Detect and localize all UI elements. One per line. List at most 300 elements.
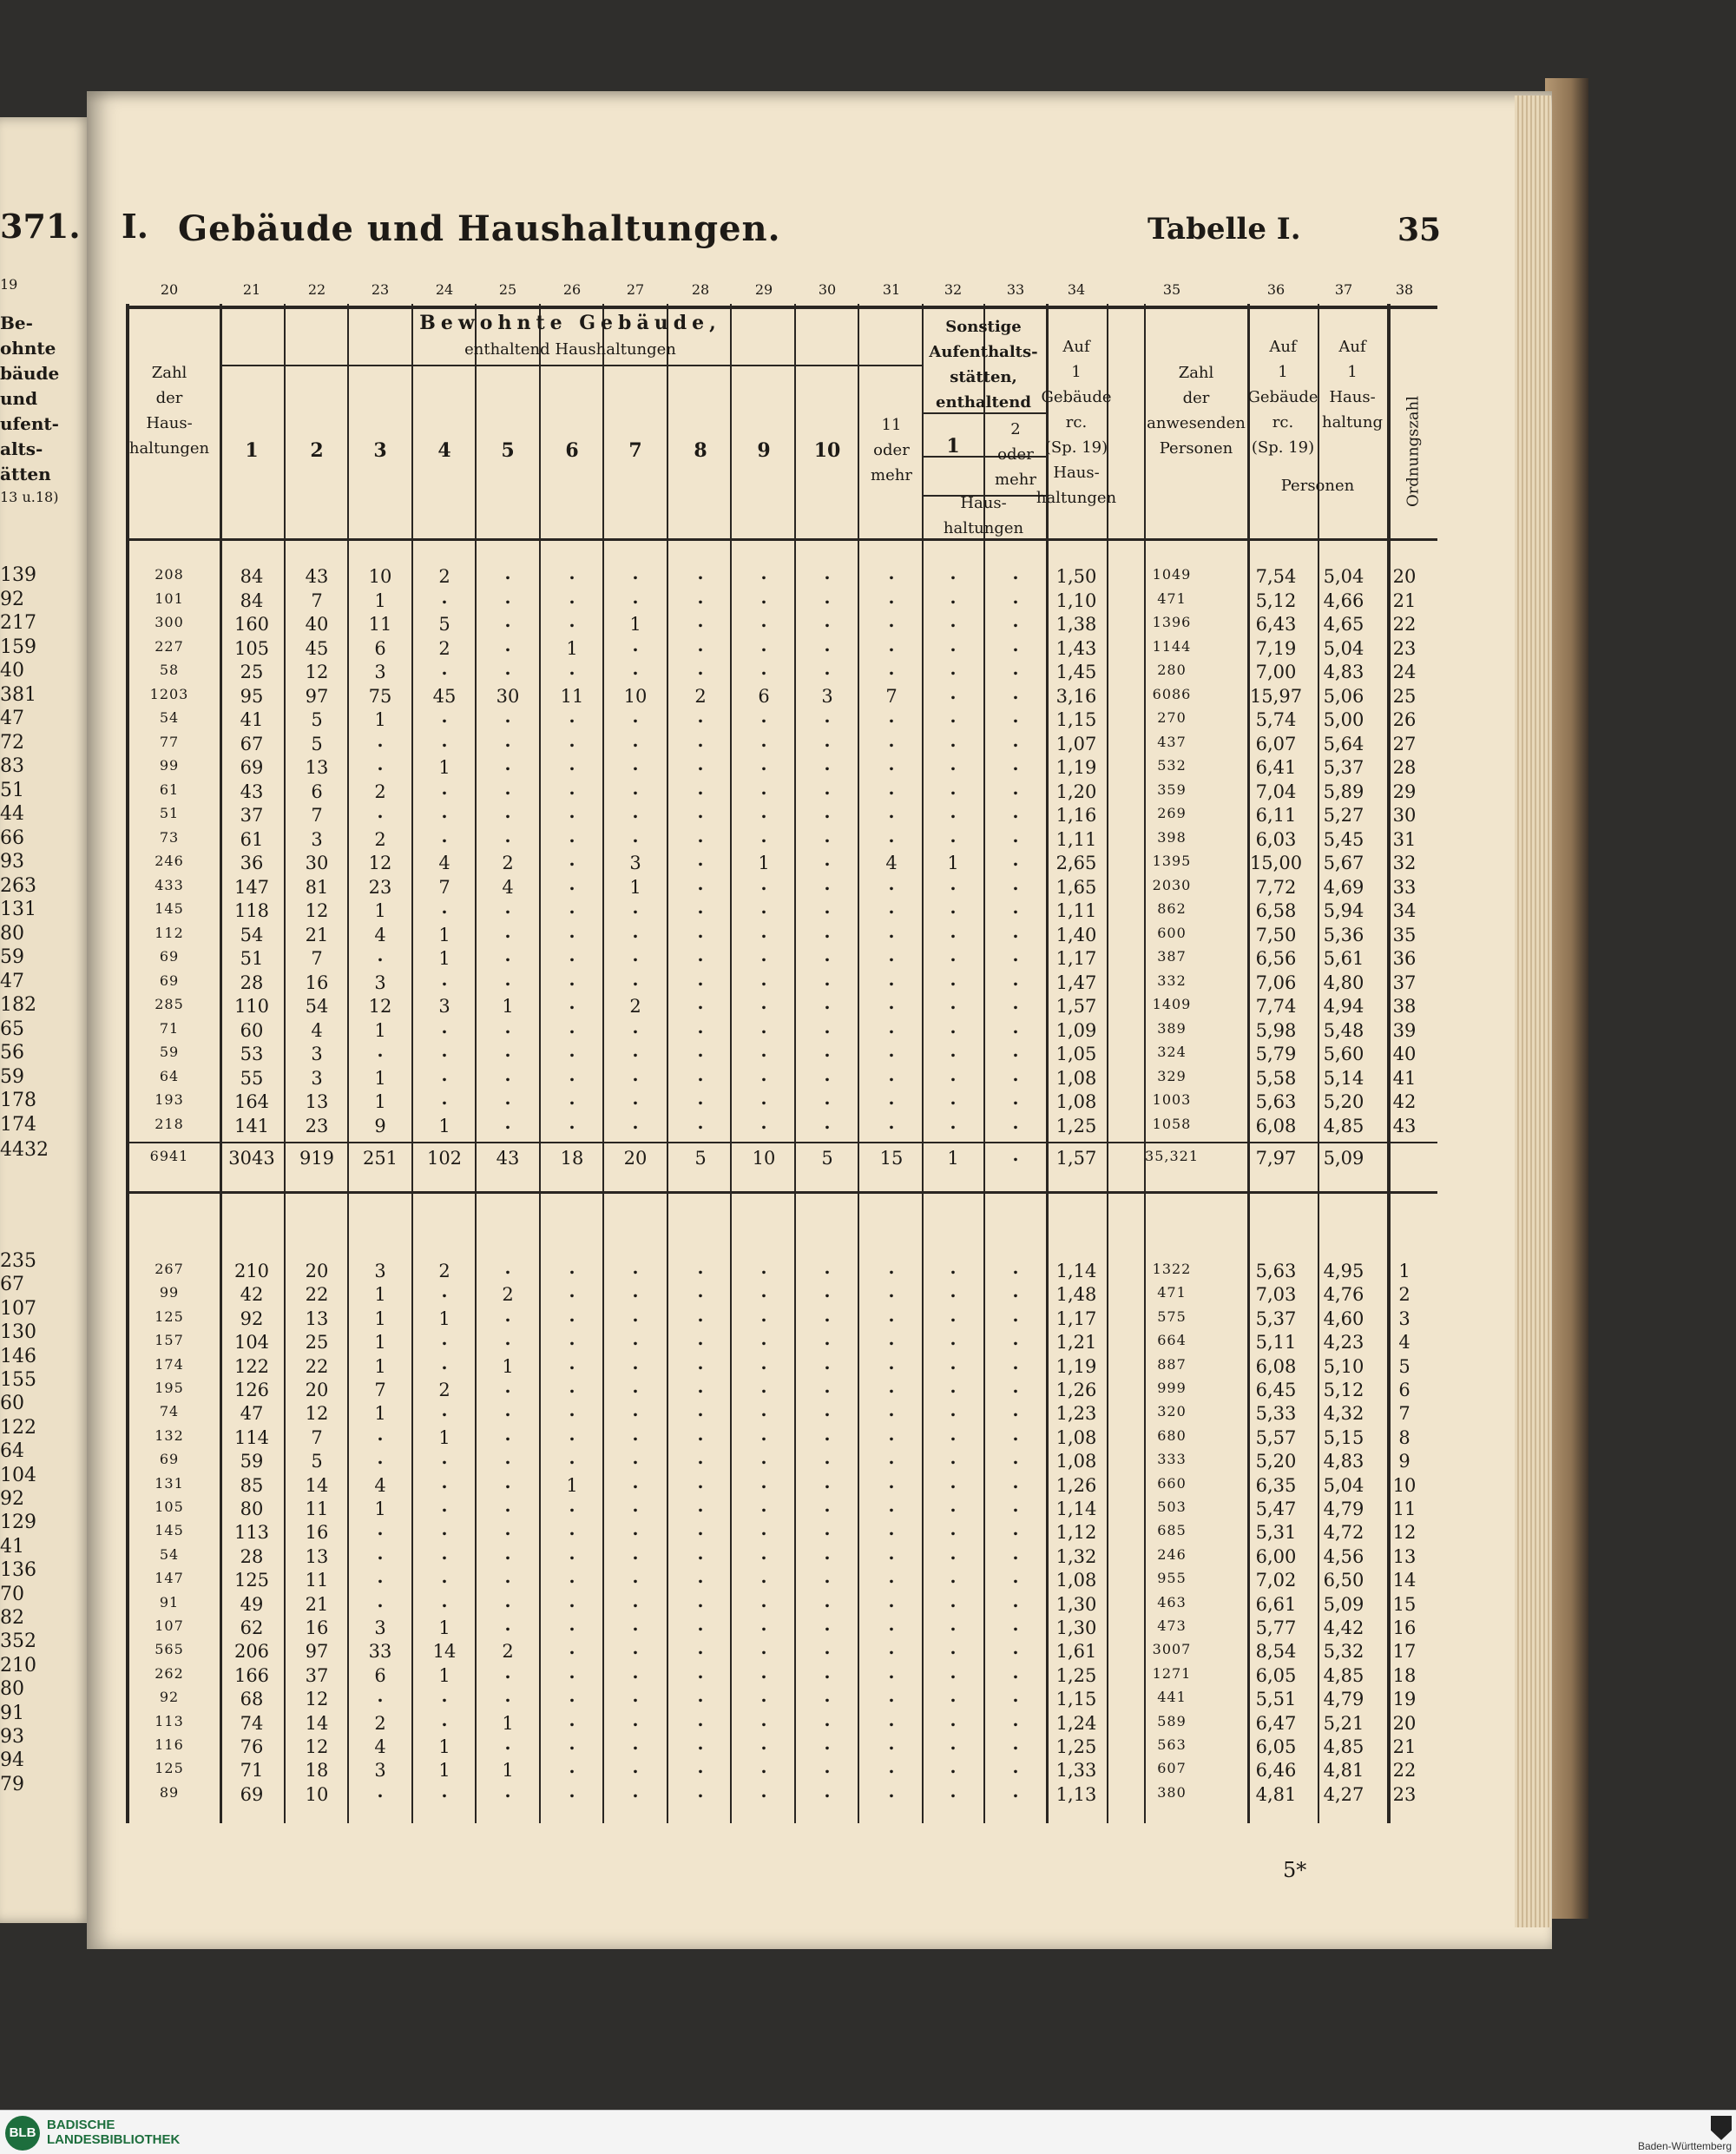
row-b-cell: .	[504, 1471, 511, 1492]
row-b-cell: 42	[240, 1284, 264, 1306]
row-b-cell: 5,09	[1323, 1593, 1364, 1615]
row-b-cell: .	[888, 1756, 895, 1778]
row-a-cell: 1,43	[1055, 637, 1097, 659]
row-b-cell: .	[569, 1495, 575, 1516]
row-b-cell: 2	[502, 1284, 514, 1306]
row-a-cell: 5,12	[1255, 590, 1297, 611]
row-a-cell: .	[888, 777, 895, 799]
row-b-cell: .	[697, 1614, 704, 1635]
row-b-cell: 4,81	[1323, 1760, 1364, 1782]
header-sonstige-line: Sonstige	[945, 318, 1022, 336]
row-b-cell: .	[441, 1281, 448, 1302]
row-b-cell: .	[824, 1756, 831, 1778]
row-a-cell: .	[950, 801, 957, 822]
header-col-c36	[1247, 334, 1318, 460]
row-b-cell: 113	[155, 1712, 184, 1729]
row-a-cell: .	[569, 706, 575, 727]
row-a-cell: 5,98	[1255, 1019, 1297, 1041]
row-a-cell: .	[504, 920, 511, 942]
row-a-cell: .	[760, 1064, 767, 1085]
row-a-cell: 1,07	[1055, 733, 1097, 754]
row-a-cell: .	[888, 586, 895, 608]
row-b-cell: .	[888, 1637, 895, 1659]
column-number: 34	[1067, 281, 1086, 298]
row-a-cell: .	[377, 1040, 384, 1061]
row-b-cell: 1	[374, 1308, 386, 1329]
row-b-cell: .	[632, 1614, 639, 1635]
row-b-cell: .	[504, 1518, 511, 1540]
row-a-cell: 1,05	[1055, 1044, 1097, 1064]
row-b-cell: .	[760, 1637, 767, 1659]
row-a-cell: .	[888, 563, 895, 583]
header-col-c21	[245, 438, 258, 464]
row-b-cell: 5,47	[1255, 1499, 1297, 1519]
header-group-title-line: Bewohnte Gebäude,	[419, 312, 721, 334]
row-b-cell: 14	[1392, 1570, 1417, 1591]
row-b-cell: 10	[305, 1783, 329, 1805]
row-a-cell: 75	[368, 685, 392, 707]
row-a-cell: 34	[1392, 900, 1417, 921]
row-b-cell: 11	[305, 1570, 329, 1591]
row-a-cell: 3,16	[1055, 685, 1097, 707]
row-a-cell: 359	[1157, 781, 1187, 798]
row-a-cell: 387	[1157, 948, 1187, 965]
row-b-cell: 18	[1392, 1664, 1417, 1686]
row-a-cell: .	[697, 777, 704, 799]
row-a-cell: 69	[159, 948, 180, 965]
prev-value: 182	[0, 994, 36, 1016]
column-number: 21	[242, 281, 261, 298]
row-b-cell: 4,42	[1323, 1617, 1364, 1638]
column-divider	[1387, 304, 1391, 1823]
row-b-cell: 5,10	[1323, 1355, 1364, 1377]
row-a-cell: 4	[438, 853, 450, 873]
row-a-cell: .	[824, 586, 831, 608]
row-a-cell: 300	[155, 614, 184, 630]
header-year-fragment: 371.	[0, 207, 81, 246]
row-a-cell: 30	[496, 685, 520, 707]
row-a-cell: 2	[438, 566, 450, 587]
row-a-cell: .	[760, 825, 767, 846]
row-a-cell: .	[888, 610, 895, 631]
row-b-cell: 4	[374, 1474, 386, 1496]
row-b-cell: 8	[1398, 1426, 1410, 1448]
row-b-cell: 664	[1157, 1332, 1187, 1349]
row-a-cell: 54	[159, 709, 180, 726]
row-a-cell: .	[569, 992, 575, 1013]
column-number: 26	[562, 281, 582, 298]
row-a-cell: .	[1012, 1040, 1019, 1061]
row-a-cell: 1003	[1152, 1091, 1192, 1108]
column-divider	[922, 304, 924, 1823]
row-a-cell: 53	[240, 1044, 264, 1064]
header-col-c37-line: 1	[1347, 363, 1358, 381]
row-b-cell: 17	[1392, 1641, 1417, 1663]
row-b-cell: .	[760, 1756, 767, 1778]
row-b-cell: 23	[1392, 1783, 1417, 1805]
total-row-cell: 251	[362, 1148, 398, 1169]
row-a-cell: .	[569, 825, 575, 846]
row-a-cell: 1	[438, 924, 450, 945]
prev-value: 41	[0, 1535, 24, 1558]
partner-logo	[1632, 2116, 1732, 2152]
row-b-cell: 4,76	[1323, 1284, 1364, 1306]
row-a-cell: 16	[305, 972, 329, 993]
row-b-cell: 565	[155, 1641, 184, 1658]
column-number: 38	[1395, 281, 1414, 298]
row-a-cell: .	[697, 706, 704, 727]
row-b-cell: .	[824, 1637, 831, 1659]
header-col-c30-line: 10	[813, 439, 841, 462]
library-name-line1: BADISCHE	[47, 2118, 115, 2132]
row-b-cell: .	[569, 1423, 575, 1445]
row-a-cell: .	[760, 1088, 767, 1109]
header-personen-line: Personen	[1280, 477, 1355, 495]
row-a-cell: .	[950, 920, 957, 942]
row-a-cell: .	[569, 920, 575, 942]
row-a-cell: .	[504, 1088, 511, 1109]
row-b-cell: .	[632, 1566, 639, 1588]
row-b-cell: 1,33	[1055, 1760, 1097, 1782]
header-households-line: Zahl	[151, 364, 187, 382]
row-b-cell: 59	[240, 1451, 264, 1472]
row-b-cell: .	[441, 1495, 448, 1516]
row-a-cell: .	[441, 706, 448, 727]
row-b-cell: .	[824, 1495, 831, 1516]
header-col-c35-line: Zahl	[1178, 364, 1214, 382]
row-a-cell: 1,15	[1055, 709, 1097, 730]
row-b-cell: .	[504, 1304, 511, 1326]
row-b-cell: .	[760, 1709, 767, 1730]
row-a-cell: 4,65	[1323, 614, 1364, 635]
row-a-cell: .	[1012, 563, 1019, 583]
row-b-cell: 5,31	[1255, 1522, 1297, 1544]
row-b-cell: .	[824, 1518, 831, 1540]
row-b-cell: .	[632, 1471, 639, 1492]
row-b-cell: .	[504, 1328, 511, 1350]
row-a-cell: .	[569, 729, 575, 751]
prev-value: 210	[0, 1654, 36, 1676]
header-sonstige-line: enthaltend	[936, 393, 1031, 412]
row-a-cell: 600	[1157, 924, 1187, 941]
library-name	[47, 2118, 180, 2147]
row-a-cell: 1	[374, 900, 386, 921]
row-a-cell: 112	[155, 924, 184, 941]
row-b-cell: .	[824, 1400, 831, 1421]
row-a-cell: .	[1012, 1016, 1019, 1037]
row-a-cell: 389	[1157, 1019, 1187, 1037]
row-b-cell: 8,54	[1255, 1641, 1297, 1663]
row-a-cell: .	[504, 1111, 511, 1133]
column-divider	[539, 304, 541, 1823]
row-b-cell: 4,23	[1323, 1332, 1364, 1354]
row-a-cell: 5,04	[1323, 566, 1364, 587]
row-b-cell: .	[569, 1518, 575, 1540]
row-b-cell: .	[1012, 1756, 1019, 1778]
header-col-c34-line: rc.	[1065, 413, 1088, 431]
header-col-c34-line: Haus-	[1053, 464, 1100, 482]
row-a-cell: .	[888, 634, 895, 655]
row-a-cell: 5	[311, 733, 323, 754]
row-b-cell: 74	[159, 1403, 180, 1420]
row-b-cell: .	[632, 1447, 639, 1469]
row-a-cell: 5,37	[1323, 757, 1364, 778]
row-a-cell: .	[569, 777, 575, 799]
row-b-cell: .	[504, 1257, 511, 1278]
row-a-cell: 64	[159, 1067, 180, 1084]
header-bottom-rule	[126, 538, 1437, 541]
row-b-cell: 97	[305, 1641, 329, 1663]
row-b-cell: .	[824, 1685, 831, 1707]
row-b-cell: .	[569, 1780, 575, 1802]
row-a-cell: .	[504, 801, 511, 822]
row-a-cell: .	[824, 1040, 831, 1061]
row-a-cell: .	[760, 873, 767, 894]
row-b-cell: .	[950, 1709, 957, 1730]
row-a-cell: 36	[1392, 948, 1417, 969]
row-a-cell: 6	[758, 685, 770, 707]
row-a-cell: .	[569, 968, 575, 990]
header-col-c23	[373, 438, 386, 464]
total-row-cell: 35,321	[1145, 1148, 1199, 1164]
row-b-cell: 16	[1392, 1617, 1417, 1638]
column-divider	[347, 304, 349, 1823]
row-b-cell: .	[950, 1733, 957, 1754]
row-b-cell: 999	[1157, 1380, 1187, 1396]
row-a-cell: .	[760, 945, 767, 965]
header-col-c22	[310, 438, 323, 464]
row-a-cell: .	[950, 873, 957, 894]
prev-head-line: ohnte	[0, 338, 56, 359]
row-b-cell: 12	[1392, 1522, 1417, 1544]
prev-value: 130	[0, 1321, 36, 1344]
row-b-cell: .	[504, 1566, 511, 1588]
row-b-cell: .	[824, 1376, 831, 1397]
prev-value: 80	[0, 922, 24, 945]
row-b-cell: .	[441, 1400, 448, 1421]
row-a-cell: 67	[240, 733, 264, 754]
row-b-cell: .	[504, 1614, 511, 1635]
row-a-cell: .	[760, 754, 767, 774]
row-a-cell: 160	[233, 614, 270, 635]
header-personen	[1281, 473, 1354, 498]
row-b-cell: .	[950, 1637, 957, 1659]
row-b-cell: 575	[1157, 1308, 1187, 1325]
row-b-cell: 6,61	[1255, 1593, 1297, 1615]
total-row-cell: 20	[623, 1148, 648, 1169]
header-col-c36-line: Gebäude	[1247, 388, 1318, 406]
row-a-cell: .	[441, 801, 448, 822]
row-b-cell: .	[632, 1685, 639, 1707]
row-b-cell: 6,08	[1255, 1355, 1297, 1377]
row-a-cell: .	[824, 610, 831, 631]
prev-value: 92	[0, 1488, 24, 1510]
row-b-cell: .	[569, 1590, 575, 1611]
row-b-cell: 125	[155, 1308, 184, 1325]
row-b-cell: 1	[502, 1760, 514, 1782]
row-b-cell: .	[569, 1661, 575, 1683]
row-b-cell: .	[569, 1542, 575, 1564]
row-b-cell: .	[824, 1661, 831, 1683]
header-group-subtitle	[464, 337, 676, 362]
column-number: 31	[882, 281, 901, 298]
row-a-cell: .	[632, 1016, 639, 1037]
row-b-cell: .	[950, 1566, 957, 1588]
row-b-cell: 1,30	[1055, 1593, 1097, 1615]
row-a-cell: .	[824, 801, 831, 822]
row-a-cell: .	[441, 897, 448, 918]
header-sonstige-line: Aufenthalts-	[929, 343, 1038, 361]
header-households-line: Haus-	[146, 414, 193, 432]
row-b-cell: .	[697, 1352, 704, 1373]
row-b-cell: .	[888, 1376, 895, 1397]
row-a-cell: 1	[374, 709, 386, 730]
column-number: 37	[1334, 281, 1353, 298]
row-a-cell: 7,50	[1255, 924, 1297, 945]
row-a-cell: .	[569, 658, 575, 679]
row-b-cell: 463	[1157, 1593, 1187, 1611]
row-a-cell: 164	[233, 1091, 270, 1112]
row-b-cell: .	[632, 1400, 639, 1421]
row-a-cell: .	[888, 992, 895, 1013]
row-a-cell: .	[824, 1111, 831, 1133]
row-b-cell: .	[632, 1257, 639, 1278]
row-b-cell: .	[888, 1423, 895, 1445]
header-col-c26	[565, 438, 578, 464]
row-b-cell: 1	[374, 1499, 386, 1519]
column-number: 35	[1162, 281, 1181, 298]
row-b-cell: 1,25	[1055, 1664, 1097, 1686]
row-a-cell: 2	[629, 996, 641, 1017]
header-col-c34-line: 1	[1071, 363, 1082, 381]
row-a-cell: 471	[1157, 590, 1187, 607]
row-a-cell: .	[697, 897, 704, 918]
row-a-cell: .	[824, 897, 831, 918]
row-a-cell: .	[824, 1064, 831, 1085]
row-b-cell: .	[441, 1518, 448, 1540]
row-a-cell: .	[632, 729, 639, 751]
header-col-c37	[1322, 334, 1383, 435]
row-a-cell: 1	[438, 757, 450, 778]
header-section: I.	[122, 207, 149, 246]
row-b-cell: 1,08	[1055, 1451, 1097, 1472]
row-b-cell: .	[760, 1518, 767, 1540]
row-b-cell: 4,85	[1323, 1664, 1364, 1686]
prev-value: 129	[0, 1512, 36, 1534]
row-b-cell: .	[950, 1304, 957, 1326]
row-b-cell: .	[632, 1423, 639, 1445]
row-b-cell: .	[888, 1328, 895, 1350]
row-a-cell: 5,60	[1323, 1044, 1364, 1064]
row-b-cell: .	[888, 1352, 895, 1373]
row-b-cell: .	[824, 1471, 831, 1492]
row-b-cell: .	[569, 1400, 575, 1421]
row-b-cell: .	[697, 1447, 704, 1469]
total-row-cell: 5,09	[1323, 1148, 1364, 1169]
row-a-cell: .	[1012, 801, 1019, 822]
row-b-cell: 11	[1392, 1499, 1417, 1519]
header-col-c37-line: Auf	[1338, 338, 1366, 356]
row-a-cell: .	[377, 754, 384, 774]
total-row-cell: .	[1012, 1144, 1019, 1165]
total-row-cell: 43	[496, 1148, 520, 1169]
column-divider	[1046, 304, 1049, 1823]
header-col-c33-line: 2	[1010, 420, 1021, 438]
row-a-cell: 3	[311, 828, 323, 850]
header-col-c31-line: 11	[881, 416, 902, 434]
row-a-cell: 69	[159, 972, 180, 989]
signature-mark: 5*	[1283, 1858, 1307, 1882]
row-a-cell: .	[950, 1040, 957, 1061]
row-b-cell: 6,35	[1255, 1474, 1297, 1496]
prev-value: 104	[0, 1464, 36, 1486]
row-b-cell: .	[760, 1685, 767, 1707]
row-a-cell: .	[760, 920, 767, 942]
row-b-cell: 5,33	[1255, 1403, 1297, 1425]
row-a-cell: .	[632, 1111, 639, 1133]
row-a-cell: 54	[305, 996, 329, 1017]
row-a-cell: .	[569, 801, 575, 822]
page-title: Gebäude und Haushaltungen.	[178, 208, 781, 249]
header-col-c29	[757, 438, 770, 464]
row-a-cell: .	[441, 586, 448, 608]
prev-value: 70	[0, 1583, 24, 1605]
row-a-cell: 1	[374, 1067, 386, 1089]
header-col-c24-line: 4	[437, 439, 451, 462]
row-b-cell: 2	[438, 1380, 450, 1400]
row-b-cell: .	[632, 1352, 639, 1373]
row-a-cell: .	[632, 968, 639, 990]
row-a-cell: .	[824, 634, 831, 655]
row-a-cell: 2	[374, 781, 386, 802]
row-a-cell: .	[632, 634, 639, 655]
row-a-cell: 5,36	[1323, 924, 1364, 945]
row-b-cell: 12	[305, 1736, 329, 1757]
prev-value: 80	[0, 1678, 24, 1701]
row-b-cell: .	[441, 1352, 448, 1373]
row-b-cell: .	[1012, 1542, 1019, 1564]
row-b-cell: 4	[374, 1736, 386, 1757]
row-b-cell: .	[824, 1423, 831, 1445]
row-b-cell: 1,15	[1055, 1689, 1097, 1710]
total-bottom-rule	[126, 1191, 1437, 1194]
row-a-cell: 270	[1157, 709, 1187, 726]
row-a-cell: 5,94	[1323, 900, 1364, 921]
row-b-cell: 1,17	[1055, 1308, 1097, 1329]
group-title-rule	[220, 365, 922, 366]
row-b-cell: 6,47	[1255, 1712, 1297, 1734]
prev-value: 217	[0, 612, 36, 634]
row-b-cell: 2	[438, 1261, 450, 1281]
row-b-cell: .	[824, 1709, 831, 1730]
row-b-cell: .	[950, 1352, 957, 1373]
row-a-cell: .	[504, 610, 511, 631]
row-b-cell: 92	[159, 1689, 180, 1706]
row-a-cell: .	[1012, 897, 1019, 918]
row-b-cell: .	[632, 1328, 639, 1350]
row-a-cell: 84	[240, 566, 264, 587]
row-b-cell: .	[950, 1376, 957, 1397]
row-a-cell: .	[632, 1040, 639, 1061]
row-a-cell: 33	[1392, 876, 1417, 898]
row-a-cell: .	[697, 992, 704, 1013]
row-a-cell: .	[504, 897, 511, 918]
prev-value: 235	[0, 1250, 36, 1272]
row-a-cell: .	[888, 968, 895, 990]
row-a-cell: 2	[438, 637, 450, 659]
row-b-cell: .	[760, 1542, 767, 1564]
row-a-cell: 37	[240, 805, 264, 826]
